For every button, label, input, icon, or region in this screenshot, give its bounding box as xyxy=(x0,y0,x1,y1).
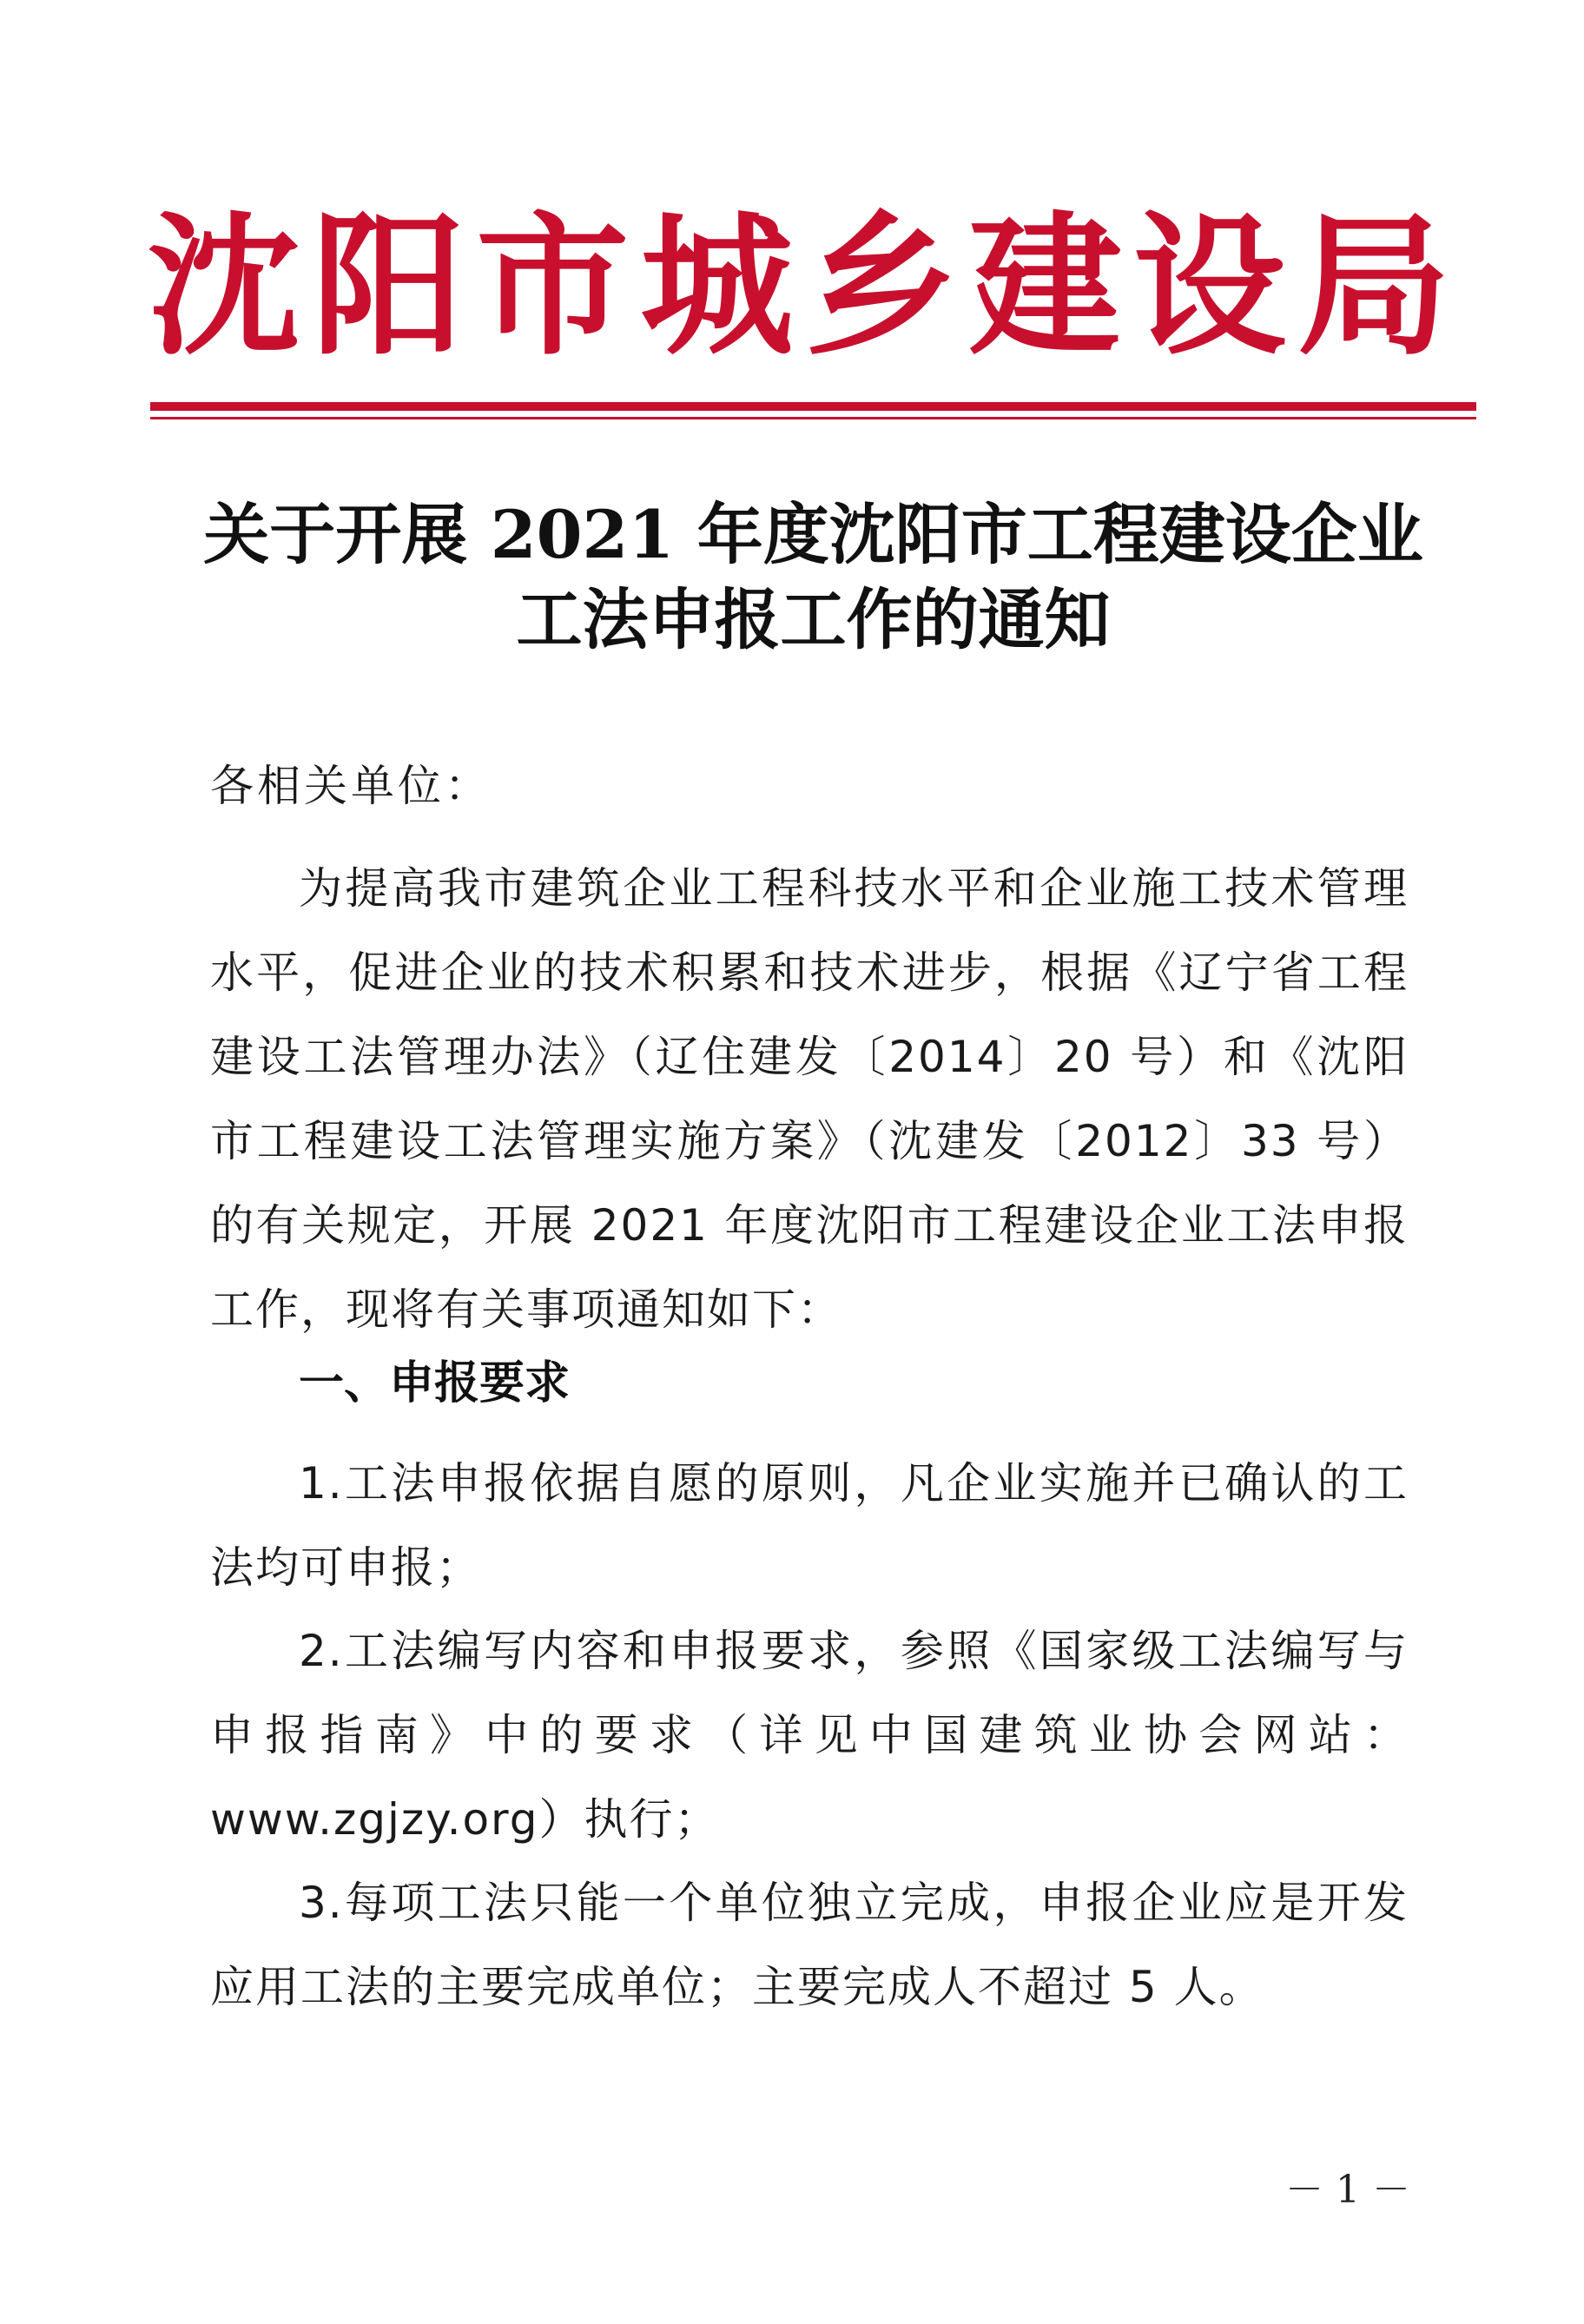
letterhead-char: 建 xyxy=(968,196,1122,376)
letterhead-char: 局 xyxy=(1297,196,1450,376)
intro-paragraph: 为提高我市建筑企业工程科技水平和企业施工技术管理水平，促进企业的技术积累和技术进步，根据《辽宁省工程建设工法管理办法》（辽住建发〔2014〕20 号）和《沈阳市工程建设工法管理实施方案》（沈建发〔2012〕33 号）的有关规定，开展 2021 年度沈阳市工程建设企业工法申报工作，现将有关事项通知如下： xyxy=(210,863,1409,1335)
salutation: 各相关单位： xyxy=(210,761,492,811)
letterhead-char: 阳 xyxy=(312,196,465,376)
letterhead-char: 乡 xyxy=(804,196,958,376)
section-heading: 一、申报要求 xyxy=(299,1357,571,1410)
letterhead-char: 沈 xyxy=(148,196,301,376)
requirement-item: 2.工法编写内容和申报要求，参照《国家级工法编写与申报指南》中的要求（详见中国建筑业协会网站：www.zgjzy.org）执行； xyxy=(210,1626,1409,1845)
letterhead-divider-thick xyxy=(150,402,1476,411)
document-title-line-2: 工法申报工作的通知 xyxy=(516,581,1111,658)
letterhead-char: 城 xyxy=(640,196,794,376)
letterhead-divider-thin xyxy=(150,417,1476,419)
requirement-item: 1.工法申报依据自愿的原则，凡企业实施并已确认的工法均可申报； xyxy=(210,1458,1409,1593)
agency-letterhead xyxy=(148,169,1450,404)
page-number: － 1 － xyxy=(1285,2168,1410,2212)
document-title-line-1: 关于开展 2021 年度沈阳市工程建设企业 xyxy=(203,496,1423,573)
requirement-item: 3.每项工法只能一个单位独立完成，申报企业应是开发应用工法的主要完成单位；主要完成人不超过 5 人。 xyxy=(210,1878,1409,2012)
letterhead-char: 设 xyxy=(1132,196,1286,376)
letterhead-char: 市 xyxy=(476,196,630,376)
